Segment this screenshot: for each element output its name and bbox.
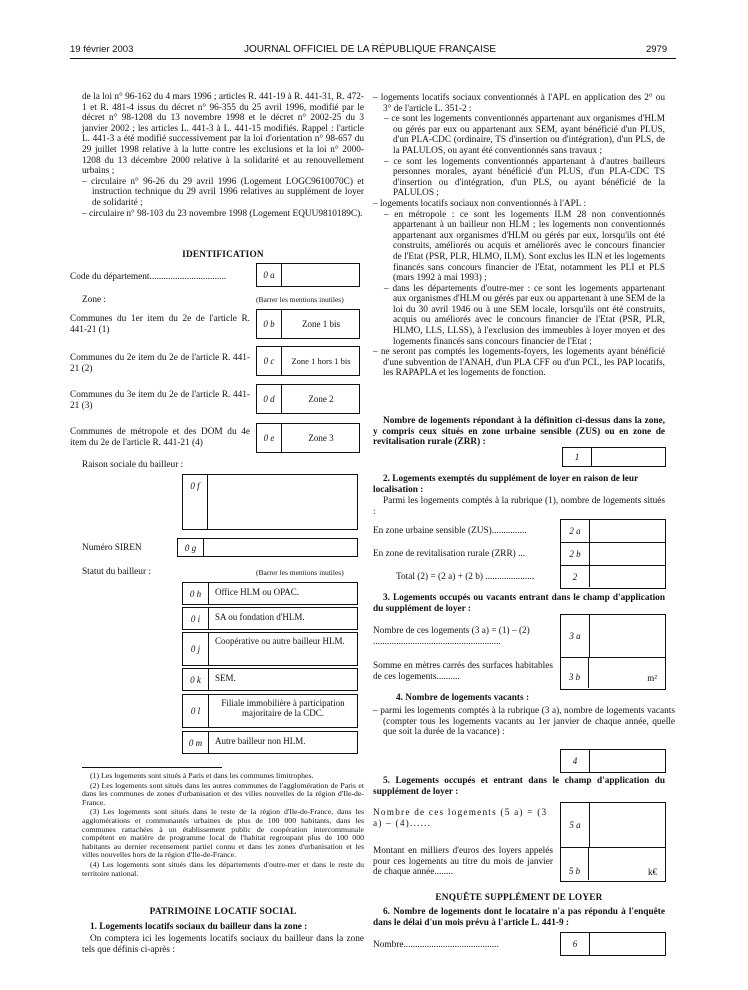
- zone-field-2[interactable]: [256, 346, 360, 376]
- statut-code-3: 0 j: [183, 633, 209, 665]
- right-list-item-4: – logements locatifs sociaux non conventionnés à l'APL :: [373, 198, 587, 209]
- q2-total-code: 2: [561, 566, 590, 587]
- q2b-code: 2 b: [561, 543, 590, 565]
- left-intro: [82, 92, 364, 219]
- zone-label-4: Communes de métropole et des DOM du 4e item du 2e de l'article R. 441-21 (4): [70, 427, 250, 448]
- q3b-code: 3 b: [561, 658, 589, 688]
- q6-text: 6. Nombre de logements dont le locataire n'a pas répondu à l'enquête dans le délai d'un mois prévu à l'article L. 441-9 :: [373, 907, 665, 928]
- intro-paragraph: de la loi n° 96-162 du 4 mars 1996 ; articles R. 441-19 à R. 441-31, R. 472-1 et R. 481-4 issus du décret n° 96-355 du 25 avril 1996, modifié par le décret n° 98-1208 du 13 novembre 1998 et le décret n° 2002-25 du 3 janvier 2002 ; les articles L. 441-3 à L. 441-15 modifiés. Rappel : l'article L. 441-3 a été modifié successivement par la loi d'orientation n° 98-657 du 29 juillet 1998 relative à la lutte contre les exclusions et la loi n° 2000-1208 du 13 décembre 2000 relative à la solidarité et au renouvellement urbains ;: [82, 92, 364, 177]
- q3-divider: [561, 657, 665, 658]
- statut-label-3: Coopérative ou autre bailleur HLM.: [215, 636, 345, 646]
- q5-grid[interactable]: [560, 802, 666, 882]
- statut-label-2: SA ou fondation d'HLM.: [215, 612, 305, 622]
- zone-value-2: Zone 1 hors 1 bis: [291, 356, 351, 366]
- q3b-unit: m²: [647, 673, 657, 683]
- statut-label: Statut du bailleur :: [82, 567, 151, 577]
- footnote-1: (1) Les logements sont situés à Paris et dans les communes limitrophes.: [90, 771, 314, 780]
- siren-field[interactable]: [177, 538, 358, 557]
- q2-divider-1: [561, 542, 665, 543]
- q4-text: – parmi les logements comptés à la rubrique (3 a), nombre de logements vacants (compter tous les logements vacants au 1er janvier de chaque année, quelle que soit la durée de la vacance) :: [373, 706, 675, 738]
- footnotes: [82, 772, 364, 878]
- q2a-code: 2 a: [561, 520, 590, 542]
- zone-field-3[interactable]: [256, 384, 360, 414]
- identification-title: IDENTIFICATION: [182, 250, 264, 260]
- zone-value-3: Zone 2: [308, 394, 334, 404]
- siren-code: 0 g: [178, 539, 204, 556]
- zone-value-1: Zone 1 bis: [302, 319, 340, 329]
- patrimoine-item1: 1. Logements locatifs sociaux du bailleur dans la zone :: [90, 922, 308, 932]
- statut-code-5: 0 l: [183, 695, 209, 727]
- header-date: 19 février 2003: [70, 44, 134, 55]
- statut-code-1: 0 h: [183, 583, 209, 604]
- raison-label: Raison sociale du bailleur :: [82, 460, 184, 470]
- q4-field[interactable]: [560, 749, 666, 773]
- right-list: [373, 93, 665, 379]
- intro-circulaire-2: – circulaire n° 98-103 du 23 novembre 1998 (Logement EQUU9810189C).: [82, 208, 363, 219]
- q5b-code: 5 b: [561, 848, 589, 880]
- statut-label-1: Office HLM ou OPAC.: [215, 587, 300, 597]
- zone-code-2: 0 c: [257, 347, 282, 375]
- raison-code: 0 f: [183, 475, 208, 529]
- q6-code: 6: [561, 933, 590, 955]
- zone-label-3: Communes du 3e item du 2e de l'article R. 441-21 (3): [70, 390, 250, 411]
- statut-row-5[interactable]: [182, 694, 358, 728]
- enquete-title: ENQUÊTE SUPPLÉMENT DE LOYER: [435, 893, 603, 903]
- right-list-item-5: – en métropole : ce sont les logements ILM 28 non conventionnés appartenant à un bailleur non HLM ; les logements non conventionnés appartenant aux organismes d'HLM ou gérés par eux, lorsqu'ils ont été construits, améliorés ou acquis et améliorés avec le concours financier de l'Etat (PSR, PLR, HLMO, ILM). Sont exclus les ILN et les logements financés sans concours financier de l'Etat, notamment les PLI et PLS (mars 1992 à mai 1993) ;: [384, 209, 665, 284]
- zone-code-4: 0 e: [257, 424, 282, 452]
- footnote-rule: [82, 767, 222, 768]
- q2-total-label: Total (2) = (2 a) + (2 b) .....................: [396, 572, 535, 582]
- q5b-label: Montant en milliers d'euros des loyers appelés pour ces logements au titre du mois de janvier de chaque année........: [373, 846, 553, 878]
- statut-label-5: Filiale immobilière à participation majoritaire de la CDC.: [221, 698, 345, 718]
- zone-code-3: 0 d: [257, 385, 282, 413]
- statut-row-6[interactable]: [182, 731, 358, 754]
- zone-value-4: Zone 3: [308, 433, 334, 443]
- dept-field[interactable]: [256, 263, 360, 287]
- siren-label: Numéro SIREN: [82, 543, 142, 553]
- statut-code-6: 0 m: [183, 732, 209, 753]
- patrimoine-item1-text: On comptera ici les logements locatifs sociaux du bailleur dans la zone tels que définis ci-après :: [82, 934, 364, 955]
- patrimoine-title: PATRIMOINE LOCATIF SOCIAL: [149, 907, 297, 917]
- right-list-item-6: – dans les départements d'outre-mer : ce sont les logements appartenant aux organismes d'HLM ou gérés par eux ou appartenant à une SEM de la loi du 30 avril 1946 ou à une SEM locale, lorsqu'ils ont été construits, acquis ou améliorés avec le concours financier de l'Etat (PSR, PLR, HLMO, LLS, LLSS), à l'exclusion des immeubles à loyer moyen et des logements financés sans concours financier de l'Etat ;: [384, 283, 665, 347]
- footnote-3: (3) Les logements sont situés dans le reste de la région d'Ile-de-France, dans les agglomérations et communautés urbaines de plus de 100 000 habitants, dans les communes rattachées à un établissement public de coopération intercommunale compétent en matière de programme local de l'habitat regroupant plus de 100 000 habitants au dernier recensement partiel connu et dans les zones d'urbanisation et les villes nouvelles hors de la région d'Ile-de-France.: [82, 807, 364, 860]
- q2b-label: En zone de revitalisation rurale (ZRR) ...: [373, 549, 526, 559]
- q3a-label: Nombre de ces logements (3 a) = (1) – (2) .......................................................: [373, 626, 530, 647]
- header-journal: JOURNAL OFFICIEL DE LA RÉPUBLIQUE FRANÇAISE: [244, 44, 497, 55]
- q3b-label: Somme en mètres carrés des surfaces habitables de ces logements..........: [373, 661, 553, 682]
- statut-row-1[interactable]: [182, 582, 358, 605]
- zone-field-4[interactable]: [256, 423, 360, 453]
- zone-label-2: Communes du 2e item du 2e de l'article R. 441-21 (2): [70, 353, 250, 374]
- q5a-code: 5 a: [561, 803, 590, 847]
- statut-code-2: 0 i: [183, 608, 209, 629]
- statut-code-4: 0 k: [183, 669, 209, 690]
- header-page-number: 2979: [646, 44, 668, 55]
- q2-title: 2. Logements exemptés du supplément de loyer en raison de leur localisation :: [373, 474, 639, 495]
- zone-field-1[interactable]: [256, 309, 360, 339]
- zone-label-1: Communes du 1er item du 2e de l'article R. 441-21 (1): [70, 314, 250, 335]
- q4-title: 4. Nombre de logements vacants :: [396, 693, 530, 703]
- footnote-4: (4) Les logements sont situés dans les départements d'outre-mer et dans le reste du territoire national.: [82, 859, 364, 878]
- intro-circulaire-1: – circulaire n° 96-26 du 29 avril 1996 (Logement LOGC9610070C) et instruction technique du 29 avril 1996 relatives au supplément de loyer de solidarité ;: [82, 176, 364, 208]
- statut-row-4[interactable]: [182, 668, 358, 691]
- q6-field[interactable]: [560, 932, 666, 956]
- q5a-label: Nombre de ces logements (5 a) = (3 a) – (4)......: [373, 808, 548, 829]
- q2-divider-2: [561, 565, 665, 566]
- right-list-item-3: – ce sont les logements conventionnés appartenant à d'autres bailleurs personnes morales, ayant bénéficié d'un PLUS, d'un PLA-CDC TS d'insertion ou d'intégration, d'un PLS, ou ayant bénéficié de la PALULOS ;: [384, 156, 665, 199]
- statut-row-3[interactable]: [182, 632, 358, 666]
- zone-label: Zone :: [82, 295, 107, 305]
- q5-divider: [561, 847, 665, 848]
- right-list-item-2: – ce sont les logements conventionnés appartenant aux organismes d'HLM ou gérés par eux ou appartenant aux SEM, ayant bénéficié d'un PLUS, d'un PLA-CDC (ordinaire, TS d'insertion ou d'intégration), d'un PLS, de la PALULOS, ou ayant été conventionnés sans travaux ;: [384, 114, 665, 156]
- q5b-unit: k€: [648, 867, 657, 877]
- q2a-label: En zone urbaine sensible (ZUS)...............: [373, 526, 527, 536]
- q5-title: 5. Logements occupés et entrant dans le champ d'application du supplément de loyer :: [373, 776, 665, 797]
- footnote-2: (2) Les logements sont situés dans les autres communes de l'agglomération de Paris et dans les communes de zones d'urbanisation et des villes nouvelles de la région d'Ile-de-France.: [82, 780, 364, 807]
- q2-intro: Parmi les logements comptés à la rubrique (1), nombre de logements situés :: [373, 496, 665, 517]
- dept-code: 0 a: [257, 264, 282, 286]
- right-list-item-7: – ne seront pas comptés les logements-foyers, les logements ayant bénéficié d'une subvention de l'ANAH, d'un PLA CFF ou d'un PCL, les PAP locatifs, les RAPAPLA et les logements de fonction.: [373, 347, 665, 379]
- q2-grid[interactable]: [560, 519, 666, 589]
- q1-text: Nombre de logements répondant à la définition ci-dessus dans la zone, y compris ceux situés en zone urbaine sensible (ZUS) ou en zone de revitalisation rurale (ZRR) :: [373, 416, 665, 448]
- statut-label-4: SEM.: [215, 673, 236, 683]
- q6-nombre-label: Nombre.........................................: [373, 940, 499, 950]
- q3-title: 3. Logements occupés ou vacants entrant dans le champ d'application du supplément de loyer :: [373, 593, 665, 614]
- q3-grid[interactable]: [560, 614, 666, 690]
- q4-code: 4: [561, 750, 590, 772]
- header-rule: [70, 58, 676, 59]
- right-list-item-1: – logements locatifs sociaux conventionnés à l'APL en application des 2° ou 3° de l'article L. 351-2 :: [373, 93, 665, 114]
- zone-code-1: 0 b: [257, 310, 282, 338]
- q1-field[interactable]: [562, 447, 666, 467]
- q3a-code: 3 a: [561, 615, 590, 657]
- statut-barrer: (Barrer les mentions inutiles): [256, 568, 344, 577]
- statut-label-6: Autre bailleur non HLM.: [215, 736, 306, 746]
- statut-row-2[interactable]: [182, 607, 358, 630]
- raison-field[interactable]: [182, 474, 358, 530]
- q1-code: 1: [563, 448, 592, 466]
- dept-label: Code du département.................................: [70, 272, 227, 282]
- zone-barrer: (Barrer les mentions inutiles): [256, 295, 344, 304]
